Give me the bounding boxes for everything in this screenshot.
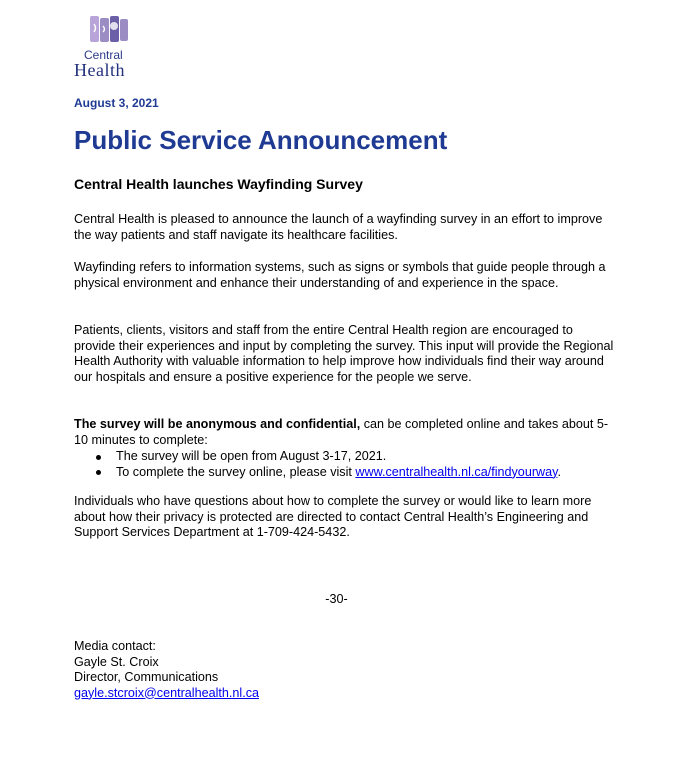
list-item-survey-link xyxy=(74,465,634,481)
survey-anonymous-bold: The survey will be anonymous and confidential, xyxy=(74,417,361,431)
media-contact-block xyxy=(74,639,259,701)
central-health-logo xyxy=(74,12,148,78)
survey-info-list xyxy=(74,449,634,480)
media-contact-label: Media contact: xyxy=(74,639,156,653)
logo-text-health: Health xyxy=(74,60,125,80)
paragraph-intro: Central Health is pleased to announce the launch of a wayfinding survey in an effort to improve the way patients and staff navigate its healthcare facilities. xyxy=(74,212,603,242)
survey-details-rest: can be completed online and takes about 5-10 minutes to complete: xyxy=(74,417,609,447)
media-contact-name: Gayle St. Croix xyxy=(74,654,159,669)
survey-url-link[interactable]: www.centralhealth.nl.ca/findyourway xyxy=(355,464,558,479)
central-health-logo-icon xyxy=(88,14,130,46)
survey-link-suffix: . xyxy=(557,464,561,479)
survey-link-prefix: To complete the survey online, please visit xyxy=(116,464,356,479)
release-date: August 3, 2021 xyxy=(74,96,159,110)
logo-text-central: Central xyxy=(84,48,123,62)
paragraph-wayfinding-definition: Wayfinding refers to information systems, such as signs or symbols that guide people through a physical environment and enhance their understanding of and experience in the space. xyxy=(74,260,606,290)
paragraph-survey-details xyxy=(74,417,614,448)
release-subtitle: Central Health launches Wayfinding Survey xyxy=(74,176,363,192)
paragraph-contact-info: Individuals who have questions about how to complete the survey or would like to learn more about how their privacy is protected are directed to contact Central Health’s Engineering and Support Services Department at 1-709-424-5432. xyxy=(74,494,592,539)
media-contact-email-link[interactable]: gayle.stcroix@centralhealth.nl.ca xyxy=(74,685,259,700)
survey-dates-text: The survey will be open from August 3-17, 2021. xyxy=(116,449,387,463)
page-title: Public Service Announcement xyxy=(74,125,448,155)
media-contact-role: Director, Communications xyxy=(74,670,219,684)
end-mark: -30- xyxy=(325,592,348,606)
list-item-survey-dates xyxy=(74,449,634,465)
paragraph-encouragement: Patients, clients, visitors and staff from the entire Central Health region are encouraged to provide their experiences and input by completing the survey. This input will provide the Regional Health Authority with valuable information to help improve how individuals find their way around our hospitals and ensure a positive experience for the people we serve. xyxy=(74,323,614,384)
